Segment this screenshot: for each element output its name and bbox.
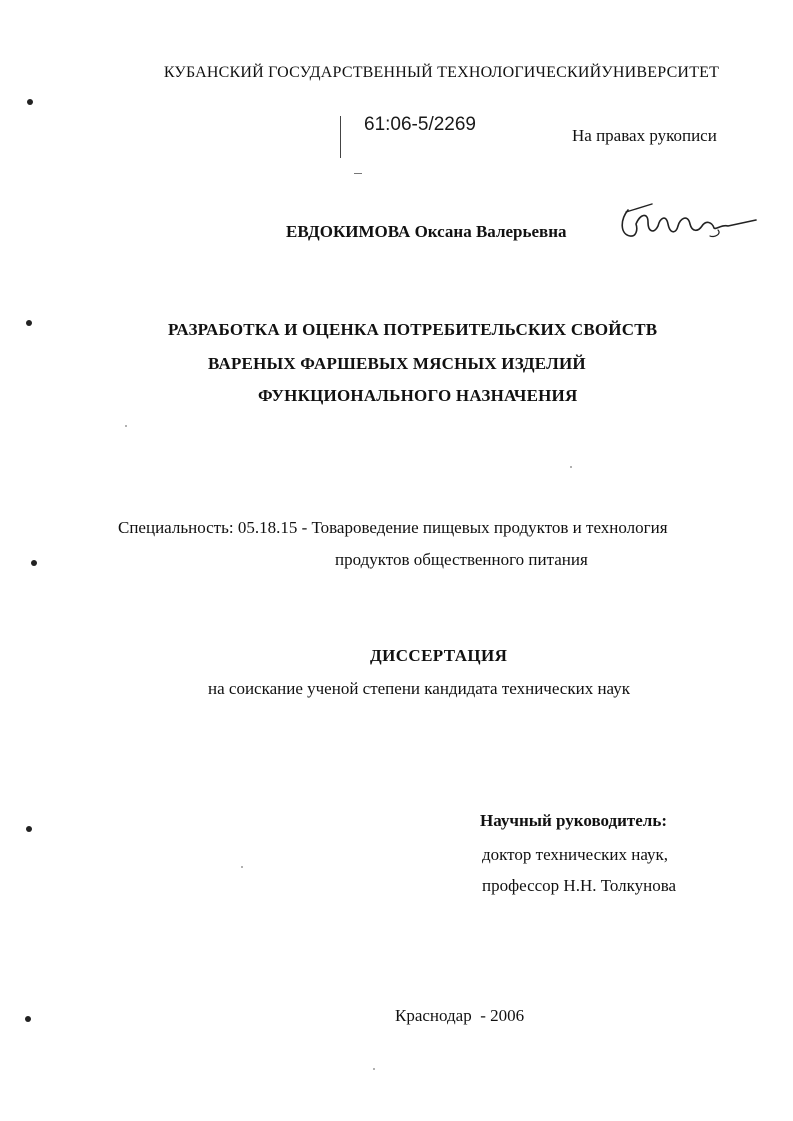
scan-speck <box>570 466 572 468</box>
author-name: ЕВДОКИМОВА Оксана Валерьевна <box>286 222 567 241</box>
supervisor-heading: Научный руководитель: <box>480 811 667 830</box>
scan-speck <box>373 1068 375 1070</box>
supervisor-name: профессор Н.Н. Толкунова <box>482 876 677 895</box>
registry-code: 61:06-5/2269 <box>364 114 476 135</box>
binding-hole-mark <box>26 826 32 832</box>
rights-note: На правах рукописи <box>572 126 717 145</box>
signature-image <box>618 200 758 248</box>
specialty-line: продуктов общественного питания <box>335 550 588 569</box>
thesis-title-line: ФУНКЦИОНАЛЬНОГО НАЗНАЧЕНИЯ <box>258 386 578 405</box>
scan-speck <box>241 866 243 868</box>
binding-hole-mark <box>27 99 33 105</box>
city-year: Краснодар - 2006 <box>395 1006 525 1025</box>
degree-line: на соискание ученой степени кандидата технических наук <box>208 679 631 698</box>
thesis-title-line: РАЗРАБОТКА И ОЦЕНКА ПОТРЕБИТЕЛЬСКИХ СВОЙСТВ <box>168 320 658 339</box>
binding-hole-mark <box>31 560 37 566</box>
university-name: КУБАНСКИЙ ГОСУДАРСТВЕННЫЙ ТЕХНОЛОГИЧЕСКИЙУНИВЕРСИТЕТ <box>163 64 720 81</box>
supervisor-title: доктор технических наук, <box>482 845 669 864</box>
thesis-title-line: ВАРЕНЫХ ФАРШЕВЫХ МЯСНЫХ ИЗДЕЛИЙ <box>208 354 586 373</box>
stamp-tick <box>354 173 362 174</box>
stamp-rule <box>340 116 341 158</box>
specialty-line: Специальность: 05.18.15 - Товароведение пищевых продуктов и технология <box>118 518 668 537</box>
work-type: ДИССЕРТАЦИЯ <box>370 646 508 665</box>
binding-hole-mark <box>25 1016 31 1022</box>
binding-hole-mark <box>26 320 32 326</box>
scan-speck <box>125 425 127 427</box>
